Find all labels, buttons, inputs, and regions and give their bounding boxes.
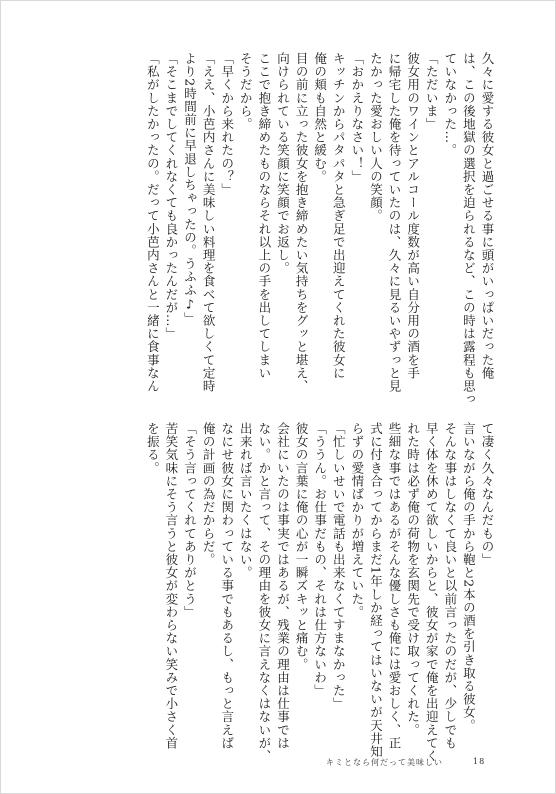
text-line: 式に付き合ってからまだ1年しか経ってはいないが天井知 — [368, 422, 384, 759]
text-line: 「早くから来れたの？」 — [219, 52, 235, 197]
text-line: て凄く久々なんだもの」 — [480, 422, 495, 567]
text-line: 目の前に立った彼女を抱き締めたい気持ちをグッと堪え、 — [294, 52, 310, 393]
text-line: 早く体を休めて欲しいからと、彼女が家で俺を出迎えてく — [424, 422, 440, 763]
text-line: たかった愛おしい人の笑顔。 — [368, 52, 384, 223]
text-line: は、この後地獄の選択を迫られるなど、この時は露程も思っ — [461, 52, 477, 406]
text-line: 「そこまでしてくれなくても良かったんだが…」 — [163, 52, 179, 341]
text-line: 「そう言ってくれてありがとう」 — [182, 422, 198, 619]
text-line: ここで抱き締めたものならそれ以上の手を出してしまい — [256, 52, 272, 380]
text-line: 彼女用のワインとアルコール度数が高い自分用の酒を手 — [405, 52, 421, 380]
text-line: 会社にいたのは事実ではあるが、残業の理由は仕事では — [275, 422, 291, 750]
text-line: らずの愛情ばかりが増えていた。 — [349, 422, 365, 619]
text-line: ていなかった…。 — [442, 52, 458, 157]
text-line: 出来れば言いたくはない。 — [238, 422, 254, 580]
text-line: を振る。 — [145, 422, 161, 475]
text-line: 久々に愛する彼女と過ごせる事に頭がいっぱいだった俺 — [480, 52, 495, 380]
text-line: 俺の頬も自然と緩む。 — [312, 52, 328, 183]
page-number: 18 — [473, 757, 486, 766]
text-line: なにせ彼女に関わっている事でもあるし、もっと言えば — [219, 422, 235, 750]
text-line: 「おかえりなさい！」 — [349, 52, 365, 183]
text-line: 俺の計画の為だからだ。 — [201, 422, 217, 567]
text-line: 「忙しいせいで電話も出来なくてすまなかった」 — [331, 422, 347, 711]
running-footer-title: キミとなら何だって美味しい — [326, 758, 443, 767]
text-line: 「ううん。お仕事だもの、それは仕方ないわ」 — [312, 422, 328, 698]
text-line: キッチンからパタパタと急ぎ足で出迎えてくれた彼女に — [331, 52, 347, 380]
text-line: 言いながら俺の手から鞄と2本の酒を引き取る彼女。 — [461, 422, 477, 732]
text-line: ない。かと言って、その理由を彼女に言えなくはないが、 — [256, 422, 272, 763]
text-line: 些細な事ではあるがそんな優しさも俺には愛おしく、正 — [387, 422, 403, 750]
text-block-top — [143, 52, 496, 406]
text-line: 苦笑気味にそう言うと彼女が変わらない笑みで小さく首 — [163, 422, 179, 750]
text-line: 「ただいま」 — [424, 52, 440, 131]
text-line: れた時は必ず俺の荷物を玄関先で受け取ってくれた。 — [405, 422, 421, 737]
text-line: 「私がしたかったの。だって小芭内さんと一緒に食事なん — [145, 52, 161, 393]
text-line: 彼女の言葉に俺の心が一瞬ズキッと痛む。 — [294, 422, 310, 671]
text-line: に帰宅した俺を待っていたのは、久々に見るいやずっと見 — [387, 52, 403, 393]
text-line: 「ええ、小芭内さんに美味しい料理を食べて欲しくて定時 — [201, 52, 217, 393]
text-line: そんな事はしなくて良いと以前言ったのだが、少しでも — [442, 422, 458, 750]
text-line: そうだから。 — [238, 52, 254, 131]
text-line: より2時間前に早退しちゃったの。うふふ♪」 — [182, 52, 198, 326]
text-line: 向けられている笑顔に笑顔でお返し。 — [275, 52, 291, 275]
